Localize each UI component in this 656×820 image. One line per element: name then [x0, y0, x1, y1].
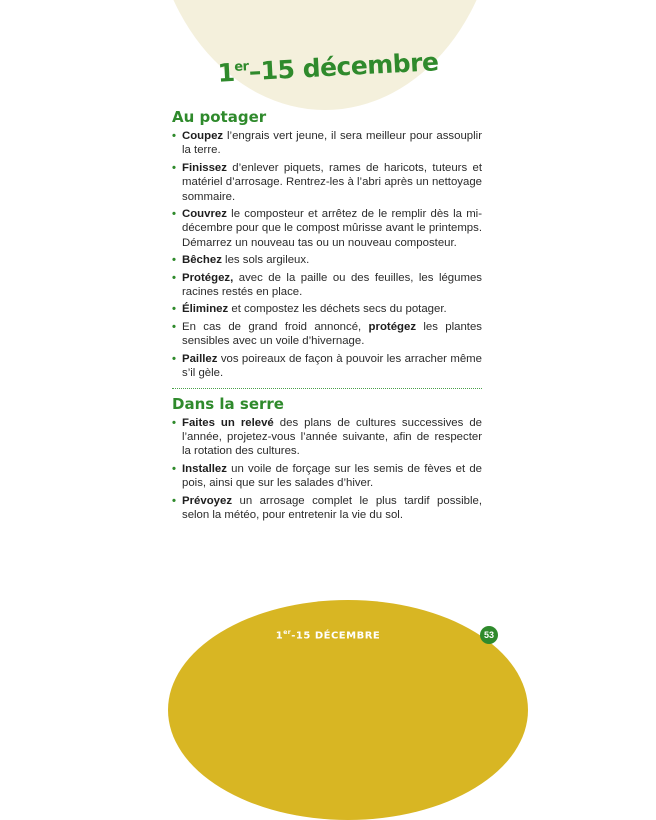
section-title-serre: Dans la serre: [172, 394, 284, 413]
list-item: • Bêchez les sols argileux.: [172, 253, 482, 267]
page-number-badge: 53: [480, 626, 498, 644]
list-item: • En cas de grand froid annoncé, protégez les plantes sensibles avec un voile d’hivernage.: [172, 320, 482, 349]
list-item: • Paillez vos poireaux de façon à pouvoir les arracher même s’il gèle.: [172, 352, 482, 381]
list-item: • Installez un voile de forçage sur les semis de fèves et de pois, ainsi que sur les salades d’hiver.: [172, 462, 482, 491]
section-list-potager: [172, 129, 482, 381]
section-list-serre: [172, 416, 482, 523]
section-divider: [172, 388, 482, 389]
list-item: • Faites un relevé des plans de cultures successives de l’année, projetez-vous l’année suivante, afin de respecter la rotation des cultures.: [172, 416, 482, 459]
list-item: • Couvrez le composteur et arrêtez de le remplir dès la mi-décembre pour que le compost mûrisse avant le printemps. Démarrez un nouveau tas ou un nouveau composteur.: [172, 207, 482, 250]
list-item: • Prévoyez un arrosage complet le plus tardif possible, selon la météo, pour entretenir la vie du sol.: [172, 494, 482, 523]
list-item: • Protégez, avec de la paille ou des feuilles, les légumes racines restés en place.: [172, 271, 482, 300]
section-title-potager: Au potager: [172, 108, 267, 126]
main-content: [172, 108, 482, 525]
page-title: 1er–15 décembre: [216, 47, 440, 88]
list-item: • Finissez d’enlever piquets, rames de haricots, tuteurs et matériel d’arrosage. Rentrez-les à l’abri après un nettoyage sommaire.: [172, 161, 482, 204]
list-item: • Coupez l’engrais vert jeune, il sera meilleur pour assouplir la terre.: [172, 129, 482, 158]
list-item: • Éliminez et compostez les déchets secs du potager.: [172, 302, 482, 316]
footer-running-title: 1er-15 DÉCEMBRE: [275, 629, 381, 642]
